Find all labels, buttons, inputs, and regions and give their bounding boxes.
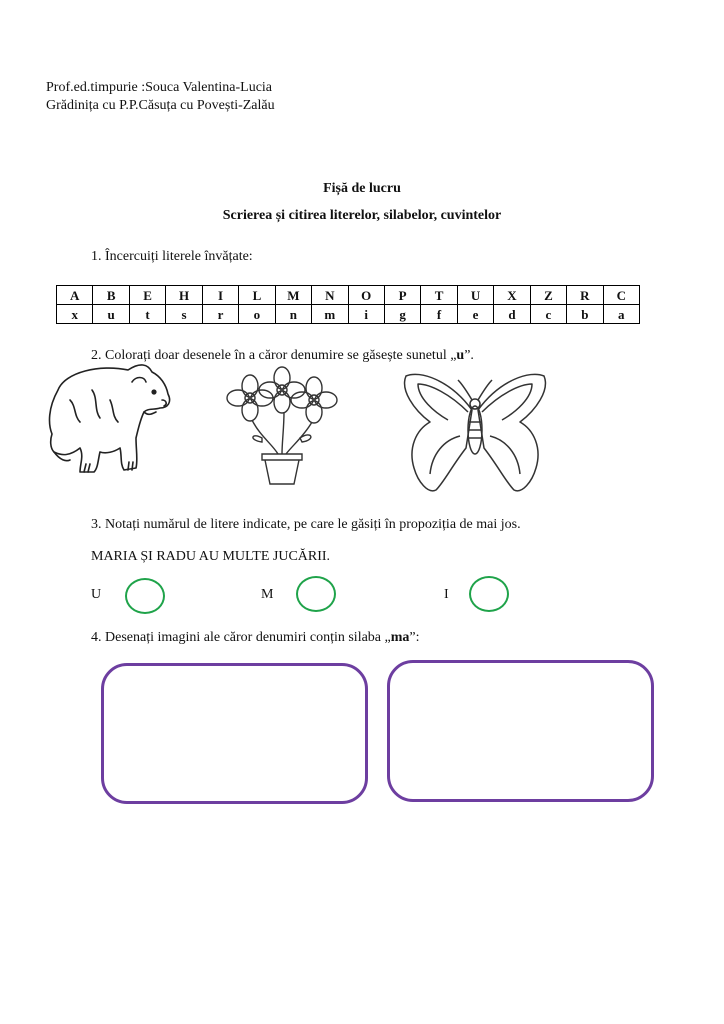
answer-oval-m[interactable] (296, 576, 336, 612)
letter-cell-upper[interactable]: O (348, 286, 384, 305)
task4-text-after: ”: (409, 630, 420, 645)
task4-syllable: ma (390, 630, 410, 645)
letter-cell-upper[interactable]: U (457, 286, 493, 305)
letter-cell-lower[interactable]: m (312, 305, 348, 324)
butterfly-drawing[interactable] (400, 370, 550, 498)
letters-table (56, 285, 640, 324)
task2-text-before: 2. Colorați doar desenele în a căror denumire se găsește sunetul „ (91, 348, 457, 363)
page-title: Fișă de lucru (323, 181, 401, 196)
letter-cell-lower[interactable]: s (166, 305, 202, 324)
letter-cell-upper[interactable]: H (166, 286, 202, 305)
task3-instruction: 3. Notați numărul de litere indicate, pe care le găsiți în propoziția de mai jos. (91, 517, 521, 532)
letter-cell-lower[interactable]: b (567, 305, 603, 324)
letters-row-upper (57, 286, 640, 305)
task3-sentence: MARIA ȘI RADU AU MULTE JUCĂRII. (91, 549, 331, 564)
letter-cell-upper[interactable]: L (239, 286, 275, 305)
task1-instruction: 1. Încercuiți literele învățate: (91, 249, 253, 264)
answer-oval-i[interactable] (469, 576, 509, 612)
letter-cell-upper[interactable]: C (603, 286, 639, 305)
school-line: Grădinița cu P.P.Căsuța cu Povești-Zalău (46, 98, 275, 113)
drawing-box-right[interactable] (387, 660, 654, 802)
task4-instruction (91, 630, 420, 646)
letter-i-label: I (444, 587, 449, 602)
author-line: Prof.ed.timpurie :Souca Valentina-Lucia (46, 80, 273, 95)
task2-text-after: ”. (464, 348, 474, 363)
letter-cell-lower[interactable]: o (239, 305, 275, 324)
letter-cell-lower[interactable]: x (57, 305, 93, 324)
task2-sound: u (456, 348, 465, 363)
letter-cell-lower[interactable]: a (603, 305, 639, 324)
letter-cell-lower[interactable]: f (421, 305, 457, 324)
letter-cell-upper[interactable]: T (421, 286, 457, 305)
letter-cell-upper[interactable]: A (57, 286, 93, 305)
letter-m-label: M (261, 587, 274, 602)
letter-cell-lower[interactable]: g (384, 305, 420, 324)
letter-cell-lower[interactable]: c (530, 305, 566, 324)
letter-cell-lower[interactable]: e (457, 305, 493, 324)
letter-cell-upper[interactable]: M (275, 286, 311, 305)
letter-cell-upper[interactable]: E (129, 286, 165, 305)
letter-cell-upper[interactable]: B (93, 286, 129, 305)
letter-cell-upper[interactable]: I (202, 286, 238, 305)
letter-u-label: U (91, 587, 102, 602)
task4-text-before: 4. Desenați imagini ale căror denumiri conțin silaba „ (91, 630, 391, 645)
letter-cell-lower[interactable]: t (129, 305, 165, 324)
letter-cell-lower[interactable]: d (494, 305, 530, 324)
letter-cell-upper[interactable]: N (312, 286, 348, 305)
letter-cell-lower[interactable]: u (93, 305, 129, 324)
letter-cell-upper[interactable]: P (384, 286, 420, 305)
letters-row-lower (57, 305, 640, 324)
letter-cell-upper[interactable]: R (567, 286, 603, 305)
page-subtitle: Scrierea și citirea literelor, silabelor, cuvintelor (222, 208, 502, 223)
drawing-box-left[interactable] (101, 663, 368, 804)
letter-cell-lower[interactable]: n (275, 305, 311, 324)
letter-cell-lower[interactable]: r (202, 305, 238, 324)
letter-cell-upper[interactable]: Z (530, 286, 566, 305)
bear-drawing[interactable] (40, 360, 175, 480)
flower-pot-drawing[interactable] (222, 368, 342, 488)
letter-cell-lower[interactable]: i (348, 305, 384, 324)
answer-oval-u[interactable] (125, 578, 165, 614)
letter-cell-upper[interactable]: X (494, 286, 530, 305)
